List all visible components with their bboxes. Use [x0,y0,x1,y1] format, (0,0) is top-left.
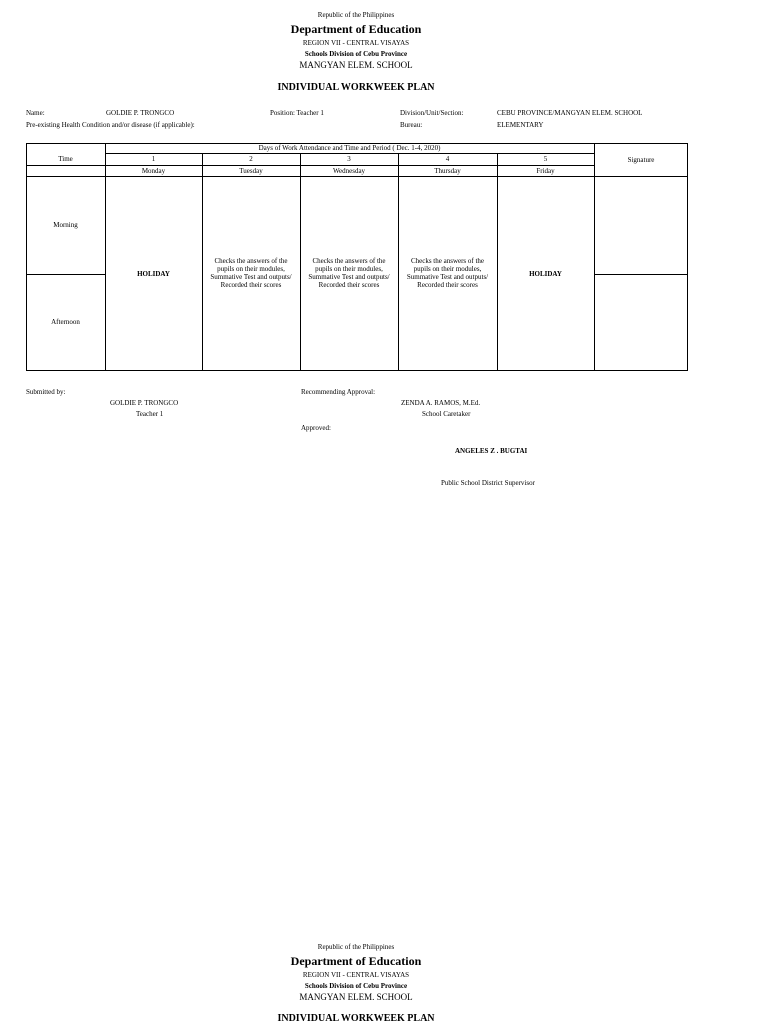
approved-name: ANGELES Z . BUGTAI [455,447,528,455]
period-header: Days of Work Attendance and Time and Period ( Dec. 1-4, 2020) [258,144,441,152]
recommending-label: Recommending Approval: [301,388,376,396]
approved-label: Approved: [301,424,331,432]
day-name: Monday [141,167,166,175]
day-name: Wednesday [332,167,366,175]
position-text: Position: Teacher 1 [270,109,324,117]
day-number: 1 [151,155,156,163]
signature-header: Signature [627,156,655,164]
republic-line: Republic of the Philippines [317,943,395,951]
afternoon-label: Afternoon [51,318,80,326]
plan-title: INDIVIDUAL WORKWEEK PLAN [277,82,435,93]
day-name: Thursday [434,167,461,175]
submitted-title: Teacher 1 [136,410,164,418]
monday-activity: HOLIDAY [137,270,170,278]
name-value: GOLDIE P. TRONGCO [106,109,175,117]
division-label: Division/Unit/Section: [400,109,464,117]
approved-title: Public School District Supervisor [441,479,535,487]
division-line: Schools Division of Cebu Province [304,982,408,990]
wednesday-activity: Checks the answers of the pupils on their modules, Summative Test and outputs/ Recorded their scores [308,257,390,289]
day-number: 3 [347,155,351,163]
department-title: Department of Education [290,22,422,36]
division-line: Schools Division of Cebu Province [304,50,408,58]
republic-line: Republic of the Philippines [317,11,395,19]
plan-title: INDIVIDUAL WORKWEEK PLAN [277,1013,435,1024]
bureau-label: Bureau: [400,121,423,129]
bureau-value: ELEMENTARY [497,121,544,129]
health-label: Pre-existing Health Condition and/or disease (if applicable): [26,121,195,129]
day-number: 4 [445,155,450,163]
morning-label: Morning [53,221,78,229]
department-title: Department of Education [290,954,422,968]
recommending-name: ZENDA A. RAMOS, M.Ed. [401,399,481,407]
time-header: Time [58,155,73,163]
region-line: REGION VII - CENTRAL VISAYAS [302,971,410,979]
school-name: MANGYAN ELEM. SCHOOL [299,60,413,70]
submitted-label: Submitted by: [26,388,66,396]
division-value: CEBU PROVINCE/MANGYAN ELEM. SCHOOL [497,109,643,117]
name-label: Name: [26,109,45,117]
submitted-name: GOLDIE P. TRONGCO [110,399,179,407]
day-name: Tuesday [239,167,263,175]
region-line: REGION VII - CENTRAL VISAYAS [302,39,410,47]
thursday-activity: Checks the answers of the pupils on their modules, Summative Test and outputs/ Recorded their scores [406,257,489,289]
day-number: 5 [543,155,548,163]
friday-activity: HOLIDAY [529,270,562,278]
tuesday-activity: Checks the answers of the pupils on their modules, Summative Test and outputs/ Recorded their scores [210,257,292,289]
day-number: 2 [249,155,253,163]
recommending-title: School Caretaker [422,410,471,418]
day-name: Friday [536,167,555,175]
school-name: MANGYAN ELEM. SCHOOL [299,992,413,1002]
